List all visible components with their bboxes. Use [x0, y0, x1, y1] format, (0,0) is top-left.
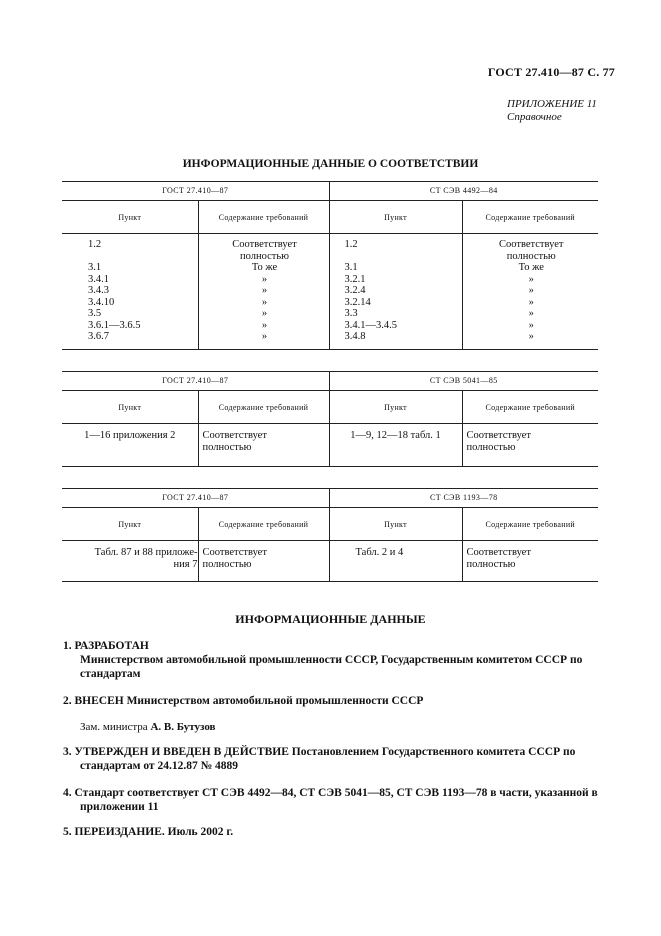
col-header-content: Содержание требований: [198, 391, 329, 424]
appendix-kind: Справочное: [507, 111, 562, 123]
cell-right-points: 1—9, 12—18 табл. 1: [329, 424, 462, 467]
info-item-1: [63, 639, 605, 681]
info-item-2: 2. ВНЕСЕН Министерством автомобильной промышленности СССР: [63, 695, 424, 707]
info-item-1-head: 1. РАЗРАБОТАН: [63, 640, 149, 652]
page-header: ГОСТ 27.410—87 С. 77: [487, 65, 615, 79]
col-header-point: Пункт: [62, 391, 198, 424]
cell-right-points: 1.2 3.1 3.2.1 3.2.4 3.2.14 3.3 3.4.1—3.4.5 3.4.8: [329, 234, 462, 350]
col-header-point: Пункт: [62, 201, 198, 234]
cell-right-content: Соответствует полностью: [462, 424, 598, 467]
col-header-point: Пункт: [329, 391, 462, 424]
table-std-right: СТ СЭВ 1193—78: [329, 489, 598, 508]
section-title-correspondence: ИНФОРМАЦИОННЫЕ ДАННЫЕ О СООТВЕТСТВИИ: [182, 158, 479, 170]
info-item-3: 3. УТВЕРЖДЕН И ВВЕДЕН В ДЕЙСТВИЕ Постановлением Государственного комитета СССР по стандартам от 24.12.87 № 4889: [63, 746, 576, 772]
cell-left-content: Соответствует полностью: [198, 424, 329, 467]
correspondence-table-1: [62, 181, 598, 350]
table-std-left: ГОСТ 27.410—87: [62, 372, 329, 391]
appendix-block: [507, 98, 597, 124]
appendix-title: ПРИЛОЖЕНИЕ 11: [507, 98, 597, 110]
col-header-content: Содержание требований: [462, 391, 598, 424]
cell-left-content: Соответствует полностью: [198, 541, 329, 582]
section-title-info: ИНФОРМАЦИОННЫЕ ДАННЫЕ: [235, 612, 426, 626]
info-item-4: 4. Стандарт соответствует СТ СЭВ 4492—84, СТ СЭВ 5041—85, СТ СЭВ 1193—78 в части, указанной в приложении 11: [63, 787, 598, 813]
info-item-1-body: Министерством автомобильной промышленности СССР, Государственным комитетом СССР по стандартам: [80, 654, 583, 680]
col-header-content: Содержание требований: [198, 201, 329, 234]
table-std-left: ГОСТ 27.410—87: [62, 182, 329, 201]
col-header-point: Пункт: [329, 508, 462, 541]
col-header-point: Пункт: [329, 201, 462, 234]
cell-right-points: Табл. 2 и 4: [329, 541, 462, 582]
deputy-name: А. В. Бутузов: [150, 721, 216, 733]
table-std-left: ГОСТ 27.410—87: [62, 489, 329, 508]
info-item-5: 5. ПЕРЕИЗДАНИЕ. Июль 2002 г.: [63, 826, 234, 838]
col-header-content: Содержание требований: [198, 508, 329, 541]
table-std-right: СТ СЭВ 5041—85: [329, 372, 598, 391]
col-header-content: Содержание требований: [462, 201, 598, 234]
cell-left-points: Табл. 87 и 88 приложе- ния 7: [62, 541, 198, 582]
table-std-right: СТ СЭВ 4492—84: [329, 182, 598, 201]
deputy-label: Зам. министра: [80, 721, 148, 733]
correspondence-table-2: [62, 371, 598, 467]
cell-left-points: 1.2 3.1 3.4.1 3.4.3 3.4.10 3.5 3.6.1—3.6.5 3.6.7: [62, 234, 198, 350]
cell-left-content: Соответствует полностью То же » » » » » »: [198, 234, 329, 350]
col-header-content: Содержание требований: [462, 508, 598, 541]
cell-right-content: Соответствует полностью То же » » » » » »: [462, 234, 598, 350]
cell-left-points: 1—16 приложения 2: [62, 424, 198, 467]
cell-right-content: Соответствует полностью: [462, 541, 598, 582]
deputy-line: [80, 721, 622, 733]
correspondence-table-3: [62, 488, 598, 582]
col-header-point: Пункт: [62, 508, 198, 541]
